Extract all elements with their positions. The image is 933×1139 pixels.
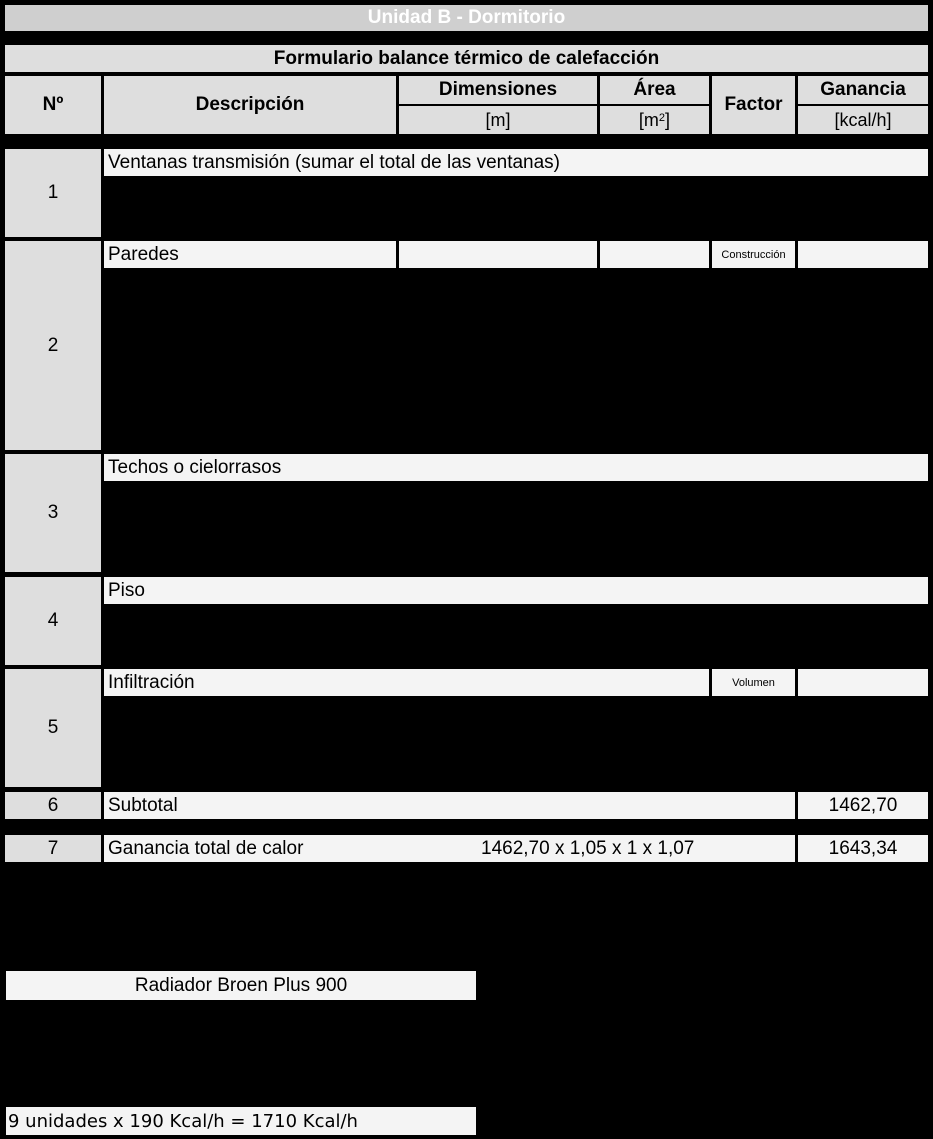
row-number: 4 <box>5 577 101 665</box>
header-ganancia: Ganancia <box>798 76 928 104</box>
radiator-calc: 9 unidades x 190 Kcal/h = 1710 Kcal/h <box>6 1107 476 1135</box>
total-label: Ganancia total de calor <box>108 837 304 859</box>
header-factor: Factor <box>712 76 795 134</box>
row-number: 6 <box>5 792 101 819</box>
row-label: Ventanas transmisión (sumar el total de las ventanas) <box>104 149 928 176</box>
row-number: 2 <box>5 241 101 450</box>
row-number: 1 <box>5 149 101 237</box>
header-area-unit: [m $^2$ ] <box>600 106 709 134</box>
header-ganancia-unit: [kcal/h] <box>798 106 928 134</box>
factor-note: Volumen <box>712 669 795 696</box>
total-formula: 1462,70 x 1,05 x 1 x 1,07 <box>481 837 695 859</box>
row-label: Subtotal <box>104 792 795 819</box>
row-number: 7 <box>5 835 101 862</box>
total-value: 1643,34 <box>798 835 928 862</box>
header-dimensiones: Dimensiones <box>399 76 597 104</box>
header-area: Área <box>600 76 709 104</box>
row-number: 3 <box>5 454 101 572</box>
ganancia-cell <box>798 669 928 696</box>
header-no: Nº <box>5 76 101 134</box>
header-dimensiones-unit: [m] <box>399 106 597 134</box>
area-cell <box>600 241 709 268</box>
row-number: 5 <box>5 669 101 787</box>
row-label: Infiltración <box>104 669 709 696</box>
form-title: Formulario balance térmico de calefacción <box>5 45 928 72</box>
row-label: Piso <box>104 577 928 604</box>
header-descripcion: Descripción <box>104 76 396 134</box>
factor-note: Construcción <box>712 241 795 268</box>
page-title: Unidad B - Dormitorio <box>5 5 928 31</box>
row-label: Techos o cielorrasos <box>104 454 928 481</box>
dimensiones-cell <box>399 241 597 268</box>
ganancia-cell <box>798 241 928 268</box>
row-label: Paredes <box>104 241 396 268</box>
subtotal-value: 1462,70 <box>798 792 928 819</box>
row-label <box>104 835 795 862</box>
radiator-name: Radiador Broen Plus 900 <box>6 971 476 1000</box>
